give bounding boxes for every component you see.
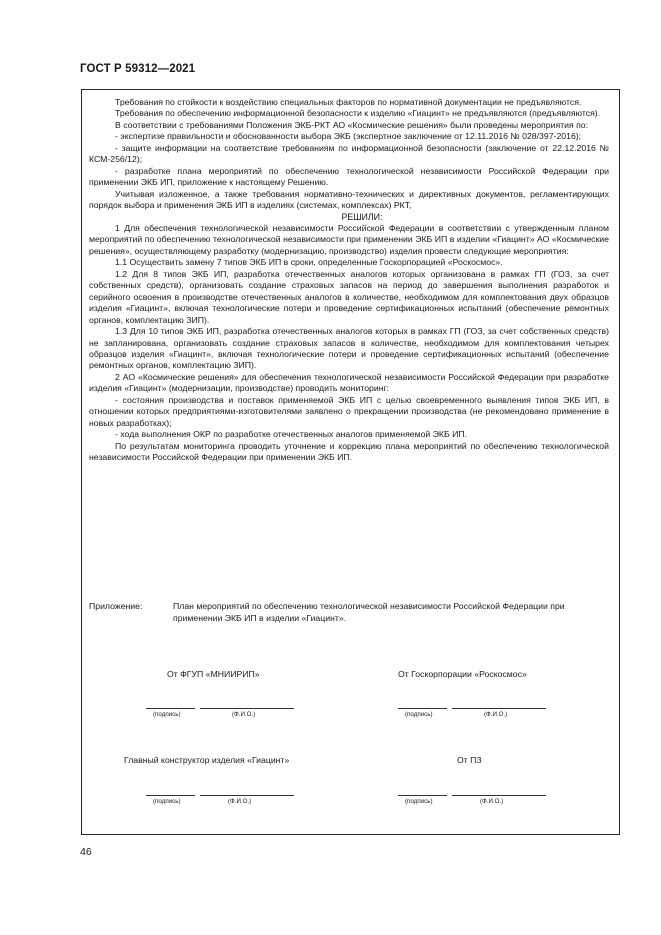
name-caption: (Ф.И.О.) bbox=[484, 711, 508, 718]
paragraph: Требования по обеспечению информационной безопасности к изделию «Гиацинт» не предъявляются (предъявляются). bbox=[115, 108, 601, 119]
name-caption: (Ф.И.О.) bbox=[232, 711, 256, 718]
signature-title-roscosmos: От Госкорпорации «Роскосмос» bbox=[398, 669, 527, 679]
page-number: 46 bbox=[80, 846, 92, 858]
name-caption: (Ф.И.О.) bbox=[228, 798, 252, 805]
signature-line bbox=[146, 708, 195, 709]
name-line bbox=[452, 708, 546, 709]
signature-title-fgup: От ФГУП «МНИИРИП» bbox=[167, 669, 260, 679]
signature-caption: (подпись) bbox=[153, 711, 181, 718]
decision-item: 1.2 Для 8 типов ЭКБ ИП, разработка отечественных аналогов которых организована в рамках ГП (ГОЗ, за счет собственных средств), организовать создание страховых запасов на период до завершения выполнения разработок и серийного освоения в производстве отечественных аналогов в количестве, необходимом для комплектования двух образцов изделия «Гиацинт», включая технологические потери и проведение сертификационных испытаний (обеспечение ремонтных органов, комплектацию ЗИП). bbox=[89, 268, 609, 325]
decision-item: 1.3 Для 10 типов ЭКБ ИП, разработка отечественных аналогов которых в рамках ГП (ГОЗ, за счет собственных средств) не запланирована, организовать создание страховых запасов в количестве, необходимом для комплектования четырех образцов изделия «Гиацинт», включая технологические потери и проведение сертификационных испытаний (обеспечение ремонтных органов, комплектацию ЗИП). bbox=[89, 326, 609, 371]
name-caption: (Ф.И.О.) bbox=[480, 798, 504, 805]
decision-item: 1 Для обеспечения технологической независимости Российской Федерации в соответствии с утвержденным планом мероприятий по обеспечению технологической независимости при применении ЭКБ ИП в изделии «Гиацинт» АО «Космические решения», осуществляющему разработку (модернизацию, производство) изделия провести следующие мероприятия: bbox=[89, 222, 609, 256]
name-line bbox=[200, 795, 294, 796]
signature-caption: (подпись) bbox=[405, 798, 433, 805]
attachment-text: План мероприятий по обеспечению технологической независимости Российской Федерации при применении ЭКБ ИП в изделии «Гиацинт». bbox=[173, 601, 565, 623]
signature-line bbox=[398, 708, 447, 709]
attachment-label: Приложение: bbox=[89, 601, 143, 611]
paragraph: В соответствии с требованиями Положения ЭКБ-РКТ АО «Космические решения» были проведены мероприятия по: bbox=[115, 119, 589, 130]
signature-title-pz: От ПЗ bbox=[457, 755, 482, 765]
decision-item: - хода выполнения ОКР по разработке отечественных аналогов применяемой ЭКБ ИП. bbox=[115, 429, 468, 440]
decision-item: - состояния производства и поставок применяемой ЭКБ ИП с целью своевременного выявления типов ЭКБ ИП, в отношении которых предприятиями-изготовителями заявлено о прекращении производства (не рекомендовано применение в новых разработках); bbox=[89, 394, 609, 428]
document-code-header: ГОСТ Р 59312—2021 bbox=[80, 63, 196, 75]
paragraph: Учитывая изложенное, а также требования нормативно-технических и директивных документов, регламентирующих порядок выбора и применения ЭКБ ИП в изделиях (системах, комплексах) РКТ, bbox=[89, 188, 609, 211]
signature-line bbox=[398, 795, 447, 796]
decision-item: 2 АО «Космические решения» для обеспечения технологической независимости Российской Федерации при разработке изделия «Гиацинт» (модернизации, производстве) проводить мониторинг: bbox=[89, 371, 609, 394]
paragraph: Требования по стойкости к воздействию специальных факторов по нормативной документации не предъявляются. bbox=[115, 97, 582, 107]
paragraph: - экспертизе правильности и обоснованности выбора ЭКБ (экспертное заключение от 12.11.2016 № 028/397-2016); bbox=[115, 131, 582, 142]
decision-item: 1.1 Осуществить замену 7 типов ЭКБ ИП в сроки, определенные Госкорпорацией «Роскосмос». bbox=[115, 257, 503, 268]
signature-line bbox=[146, 795, 195, 796]
decision-body bbox=[89, 97, 609, 464]
signature-caption: (подпись) bbox=[153, 798, 181, 805]
paragraph: - защите информации на соответствие требованиям по информационной безопасности (заключение от 22.12.2016 № КСМ-256/12); bbox=[89, 142, 609, 165]
paragraph: - разработке плана мероприятий по обеспечению технологической независимости Российской Федерации при применении ЭКБ ИП, приложение к настоящему Решению. bbox=[89, 165, 609, 188]
decision-item: По результатам мониторинга проводить уточнение и коррекцию плана мероприятий по обеспечению технологической независимости Российской Федерации при применении ЭКБ ИП. bbox=[89, 440, 609, 463]
name-line bbox=[200, 708, 294, 709]
decision-heading: РЕШИЛИ: bbox=[341, 211, 383, 222]
signature-caption: (подпись) bbox=[405, 711, 433, 718]
signature-title-chief-designer: Главный конструктор изделия «Гиацинт» bbox=[124, 755, 290, 765]
name-line bbox=[452, 795, 546, 796]
